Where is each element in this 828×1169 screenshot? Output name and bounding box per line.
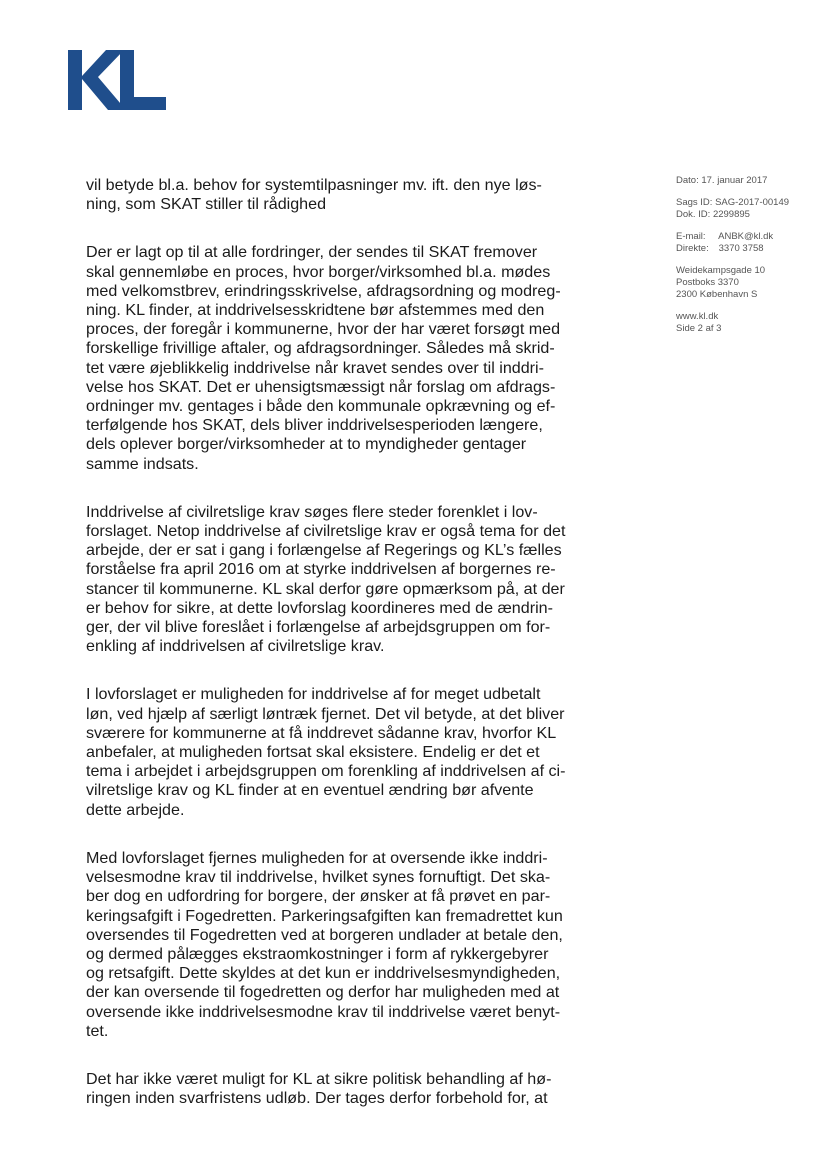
date-label: Dato: [676,175,699,186]
paragraph-line: forslaget. Netop inddrivelse af civilretslige krav er også tema for det [86,522,566,541]
kl-logo [68,46,168,112]
case-id-line [676,197,816,209]
page-number: Side 2 af 3 [676,323,722,334]
paragraph-line: proces, der foregår i kommunerne, hvor der har været forsøgt med [86,320,561,339]
paragraph-line: vilretslige krav og KL finder at en eventuel ændring bør afvente [86,781,534,800]
paragraph-line: er behov for sikre, at dette lovforslag koordineres med de ændrin- [86,598,553,617]
paragraph-line: forskellige frivillige aftaler, og afdragsordninger. Således må skrid- [86,339,555,358]
paragraph-line: med velkomstbrev, erindringsskrivelse, afdragsordning og modreg- [86,281,561,300]
paragraph-line: vil betyde bl.a. behov for systemtilpasninger mv. ift. den nye løs- [86,176,542,194]
letter-body [86,176,626,1137]
paragraph-line: og dermed pålægges ekstraomkostninger i form af rykkergebyrer [86,944,549,963]
paragraph-line: anbefaler, at muligheden fortsat skal eksistere. Endelig er det et [86,743,540,762]
paragraph-line: skal gennemløbe en proces, hvor borger/virksomhed bl.a. mødes [86,262,551,281]
email-label: E-mail: [676,231,706,242]
doc-id-label: Dok. ID: [676,209,711,220]
body-paragraph [86,243,626,473]
paragraph-line: løn, ved hjælp af særligt løntræk fjernet. Det vil betyde, at det bliver [86,704,565,723]
address-line-2: Postboks 3370 [676,277,739,288]
paragraph-line: dels oplever borger/virksomheder at to myndigheder gentager [86,435,527,454]
address-line-1: Weidekampsgade 10 [676,265,766,276]
email-value: ANBK@kl.dk [718,231,774,242]
paragraph-line: oversende ikke inddrivelsesmodne krav til inddrivelse været benyt- [86,1002,561,1021]
case-id-value: SAG-2017-00149 [715,197,790,208]
paragraph-line: tet. [86,1021,109,1040]
paragraph-line: ordninger mv. gentages i både den kommunale opkrævning og ef- [86,397,556,416]
paragraph-line: terfølgende hos SKAT, dels bliver inddrivelsesperioden længere, [86,416,543,435]
address-line-3: 2300 København S [676,289,758,300]
address-group [676,265,816,301]
paragraph-line: ger, der vil blive foreslået i forlængelse af arbejdsgruppen om for- [86,618,551,637]
paragraph-line: ber dog en udfordring for borgere, der ønsker at få prøvet en par- [86,887,551,906]
paragraph-line: samme indsats. [86,454,199,473]
direct-phone-line [676,243,816,255]
body-paragraph [86,176,626,214]
paragraph-line: keringsafgift i Fogedretten. Parkeringsafgiften kan fremadrettet kun [86,906,563,925]
paragraph-line: velsesmodne krav til inddrivelse, hvilket synes fornuftigt. Det ska- [86,868,551,887]
website: www.kl.dk [676,311,719,322]
letter-metadata [676,175,816,345]
contact-group [676,231,816,255]
direct-phone-value: 3370 3758 [718,243,764,254]
paragraph-line: Inddrivelse af civilretslige krav søges flere steder forenklet i lov- [86,502,538,521]
body-paragraph [86,849,626,1041]
case-id-label: Sags ID: [676,197,713,208]
paragraph-line: Der er lagt op til at alle fordringer, der sendes til SKAT fremover [86,243,538,262]
date-line [676,175,816,187]
ids-group [676,197,816,221]
web-page-group [676,311,816,335]
date-value: 17. januar 2017 [701,175,768,186]
email-line [676,231,816,243]
paragraph-line: tema i arbejdet i arbejdsgruppen om forenkling af inddrivelsen af ci- [86,762,566,781]
paragraph-line: ning. KL finder, at inddrivelsesskridtene bør afstemmes med den [86,301,545,320]
paragraph-line: Det har ikke været muligt for KL at sikre politisk behandling af hø- [86,1069,552,1088]
paragraph-line: dette arbejde. [86,800,185,819]
body-paragraph [86,503,626,657]
paragraph-line: stancer til kommunerne. KL skal derfor gøre opmærksom på, at der [86,579,565,598]
doc-id-line [676,209,816,221]
paragraph-line: enkling af inddrivelsen af civilretslige krav. [86,637,385,656]
kl-logo-icon [68,46,168,112]
paragraph-line: Med lovforslaget fjernes muligheden for at oversende ikke inddri- [86,848,548,867]
date-group [676,175,816,187]
paragraph-line: velse hos SKAT. Det er uhensigtsmæssigt når forslag om afdrags- [86,377,556,396]
paragraph-line: I lovforslaget er muligheden for inddrivelse af for meget udbetalt [86,685,541,704]
paragraph-line: ning, som SKAT stiller til rådighed [86,195,327,214]
doc-id-value: 2299895 [712,209,750,220]
paragraph-line: der kan oversende til fogedretten og derfor har muligheden med at [86,983,560,1002]
paragraph-line: ringen inden svarfristens udløb. Der tages derfor forbehold for, at [86,1089,548,1108]
paragraph-line: oversendes til Fogedretten ved at borgeren undlader at betale den, [86,925,563,944]
paragraph-line: forståelse fra april 2016 om at styrke inddrivelsen af borgernes re- [86,560,556,579]
body-paragraph [86,685,626,819]
paragraph-line: arbejde, der er sat i gang i forlængelse af Regerings og KL’s fælles [86,541,562,560]
direct-phone-label: Direkte: [676,243,709,254]
paragraph-line: tet være øjeblikkelig inddrivelse når kravet sendes over til inddri- [86,358,544,377]
paragraph-line: og retsafgift. Dette skyldes at det kun er inddrivelsesmyndigheden, [86,964,561,983]
body-paragraph [86,1070,626,1108]
paragraph-line: sværere for kommunerne at få inddrevet sådanne krav, hvorfor KL [86,723,557,742]
